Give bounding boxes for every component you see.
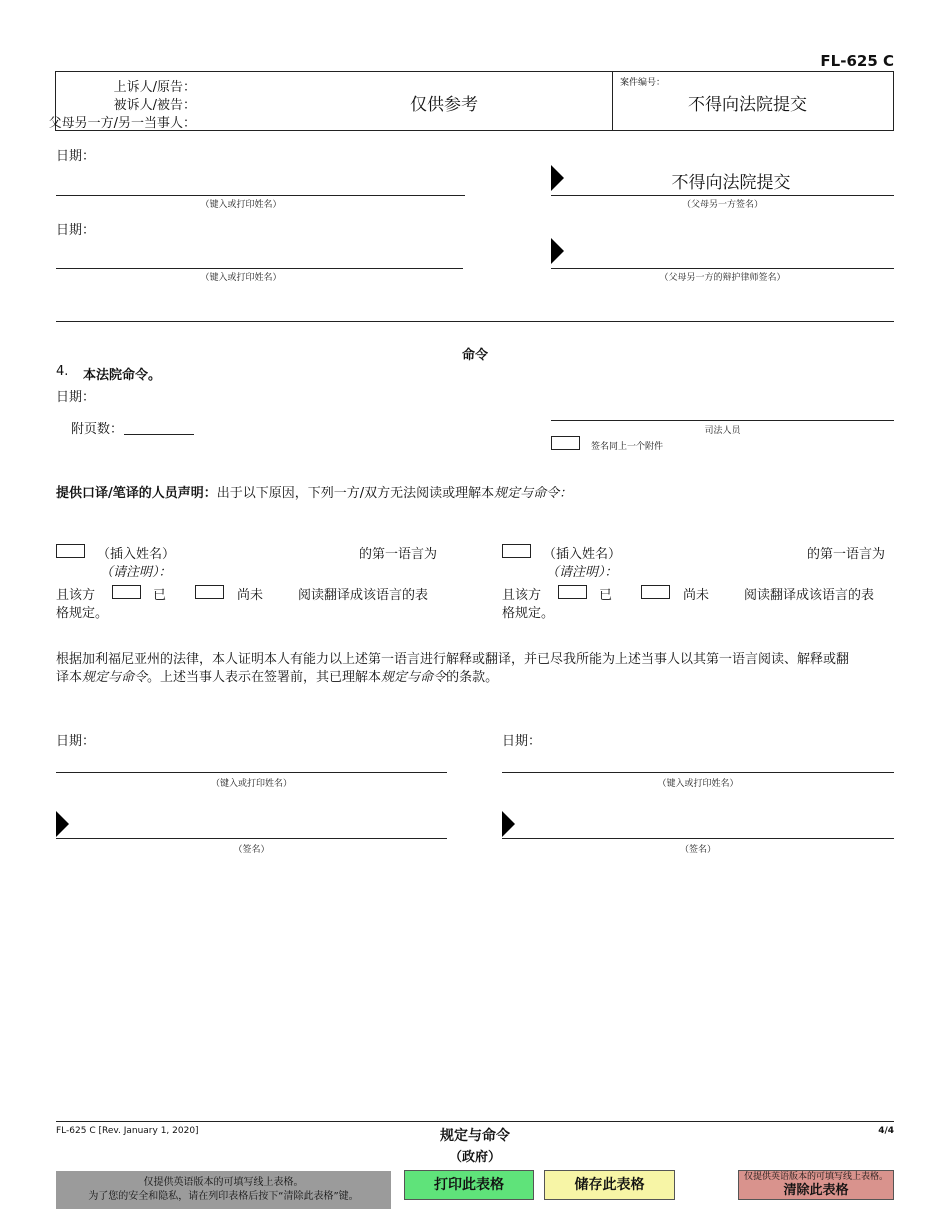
save-form-button[interactable]: 储存此表格 <box>544 1170 675 1200</box>
name-caption-1: （键入或打印姓名） <box>200 200 282 210</box>
interpreter-signature-line-left[interactable] <box>56 838 447 839</box>
declaration-text: 出于以下原因，下列一方/双方无法阅读或理解本 <box>216 486 495 501</box>
read-translation-left: 阅读翻译成该语言的表 <box>298 588 429 603</box>
judicial-officer-line[interactable] <box>551 420 894 421</box>
has-not-checkbox-left[interactable] <box>195 585 224 599</box>
declaration-italic: 规定与命令： <box>494 486 573 501</box>
has-not-label-right: 尚未 <box>683 588 710 603</box>
order-item-text: 本法院命令。 <box>83 368 162 383</box>
privacy-note-line-1: 仅提供英语版本的可填写线上表格。 <box>143 1177 304 1188</box>
clear-form-label: 清除此表格 <box>783 1183 849 1198</box>
other-parent-label: 父母另一方/另一当事人： <box>48 116 196 131</box>
has-label-left: 已 <box>153 588 167 603</box>
privacy-note <box>56 1171 391 1209</box>
caption-box <box>48 71 894 131</box>
has-label-right: 已 <box>599 588 613 603</box>
has-not-checkbox-right[interactable] <box>641 585 670 599</box>
signature-caption-2: （父母另一方的辩护律师签名） <box>659 273 786 283</box>
party-checkbox-left[interactable] <box>56 544 85 558</box>
signature-line-1[interactable] <box>551 195 894 196</box>
signature-arrow-icon <box>502 811 515 837</box>
interpreter-date-left: 日期： <box>56 734 96 749</box>
attached-pages-label: 附页数： <box>71 422 124 437</box>
clear-form-note: 仅提供英语版本的可填写线上表格。 <box>743 1172 888 1182</box>
interpreter-declaration <box>56 482 572 501</box>
interpreter-date-right: 日期： <box>502 734 542 749</box>
has-checkbox-right[interactable] <box>558 585 587 599</box>
respondent-label: 被诉人/被告： <box>113 98 196 113</box>
interpreter-name-line-left[interactable] <box>56 772 447 773</box>
order-item-number: 4. <box>56 364 69 379</box>
footer-divider <box>56 1121 894 1122</box>
interpreter-name-caption-right: （键入或打印姓名） <box>657 779 739 789</box>
signature-arrow-icon <box>551 238 564 264</box>
date-label-2: 日期： <box>56 223 96 238</box>
footer-subtitle: （政府） <box>448 1150 501 1165</box>
interpreter-signature-caption-right: （签名） <box>679 845 716 855</box>
page-number: 4/4 <box>878 1126 894 1136</box>
clear-form-button[interactable] <box>738 1170 894 1200</box>
signature-caption-1: （父母另一方签名） <box>681 200 763 210</box>
date-label-1: 日期： <box>56 149 96 164</box>
interpreter-name-caption-left: （键入或打印姓名） <box>210 779 292 789</box>
interpreter-signature-line-right[interactable] <box>502 838 894 839</box>
order-date-label: 日期： <box>56 390 96 405</box>
case-number-divider <box>612 72 613 130</box>
signature-line-2[interactable] <box>551 268 894 269</box>
name-line-1[interactable] <box>56 195 465 196</box>
declaration-bold: 提供口译/笔译的人员声明： <box>56 486 217 501</box>
attachment-note: 签名同上一个附件 <box>591 442 664 452</box>
and-party-right: 且该方 <box>502 588 542 603</box>
first-language-left: 的第一语言为 <box>359 547 438 562</box>
certification-line-1: 根据加利福尼亚州的法律，本人证明本人有能力以上述第一语言进行解释或翻译，并已尽我所能为上述当事人以其第一语言阅读、解释或翻 <box>56 652 850 667</box>
cert-italic-2: 规定与命令 <box>381 670 447 685</box>
insert-name-right: （插入姓名） <box>543 547 622 562</box>
name-caption-2: （键入或打印姓名） <box>200 273 282 283</box>
read-translation-right: 阅读翻译成该语言的表 <box>744 588 875 603</box>
print-form-button[interactable]: 打印此表格 <box>404 1170 534 1200</box>
caption-reference-text: 仅供参考 <box>410 95 478 115</box>
cert-text-c: 的条款。 <box>446 670 499 685</box>
has-not-label-left: 尚未 <box>237 588 264 603</box>
appellant-label: 上诉人/原告： <box>113 80 196 95</box>
certification-line-2 <box>56 666 498 685</box>
specify-right: （请注明）： <box>546 565 618 580</box>
cert-italic-1: 规定与命令 <box>82 670 148 685</box>
order-heading: 命令 <box>461 348 488 363</box>
party-checkbox-right[interactable] <box>502 544 531 558</box>
name-line-2[interactable] <box>56 268 463 269</box>
signature-arrow-icon <box>551 165 564 191</box>
interpreter-name-line-right[interactable] <box>502 772 894 773</box>
interpreter-signature-caption-left: （签名） <box>233 845 270 855</box>
section-divider <box>56 321 894 322</box>
cert-text-b: 。上述当事人表示在签署前，其已理解本 <box>147 670 382 685</box>
other-parent-signature-field[interactable]: 不得向法院提交 <box>671 173 791 193</box>
case-number-label: 案件编号： <box>620 78 666 88</box>
form-provisions-right: 格规定。 <box>502 606 555 621</box>
specify-left: （请注明）： <box>100 565 172 580</box>
signature-arrow-icon <box>56 811 69 837</box>
has-checkbox-left[interactable] <box>112 585 141 599</box>
footer-title: 规定与命令 <box>440 1128 510 1144</box>
insert-name-left: （插入姓名） <box>97 547 176 562</box>
and-party-left: 且该方 <box>56 588 96 603</box>
form-number: FL-625 C <box>820 52 894 70</box>
cert-text-a: 译本 <box>56 670 83 685</box>
form-provisions-left: 格规定。 <box>56 606 109 621</box>
privacy-note-line-2: 为了您的安全和隐私，请在列印表格后按下“清除此表格”键。 <box>88 1191 359 1202</box>
judicial-officer-caption: 司法人员 <box>704 426 741 436</box>
first-language-right: 的第一语言为 <box>807 547 886 562</box>
case-number-field[interactable]: 不得向法院提交 <box>688 95 807 115</box>
footer-rev: FL-625 C [Rev. January 1, 2020] <box>56 1126 199 1136</box>
attached-pages-field[interactable] <box>124 434 194 435</box>
attachment-checkbox[interactable] <box>551 436 580 450</box>
